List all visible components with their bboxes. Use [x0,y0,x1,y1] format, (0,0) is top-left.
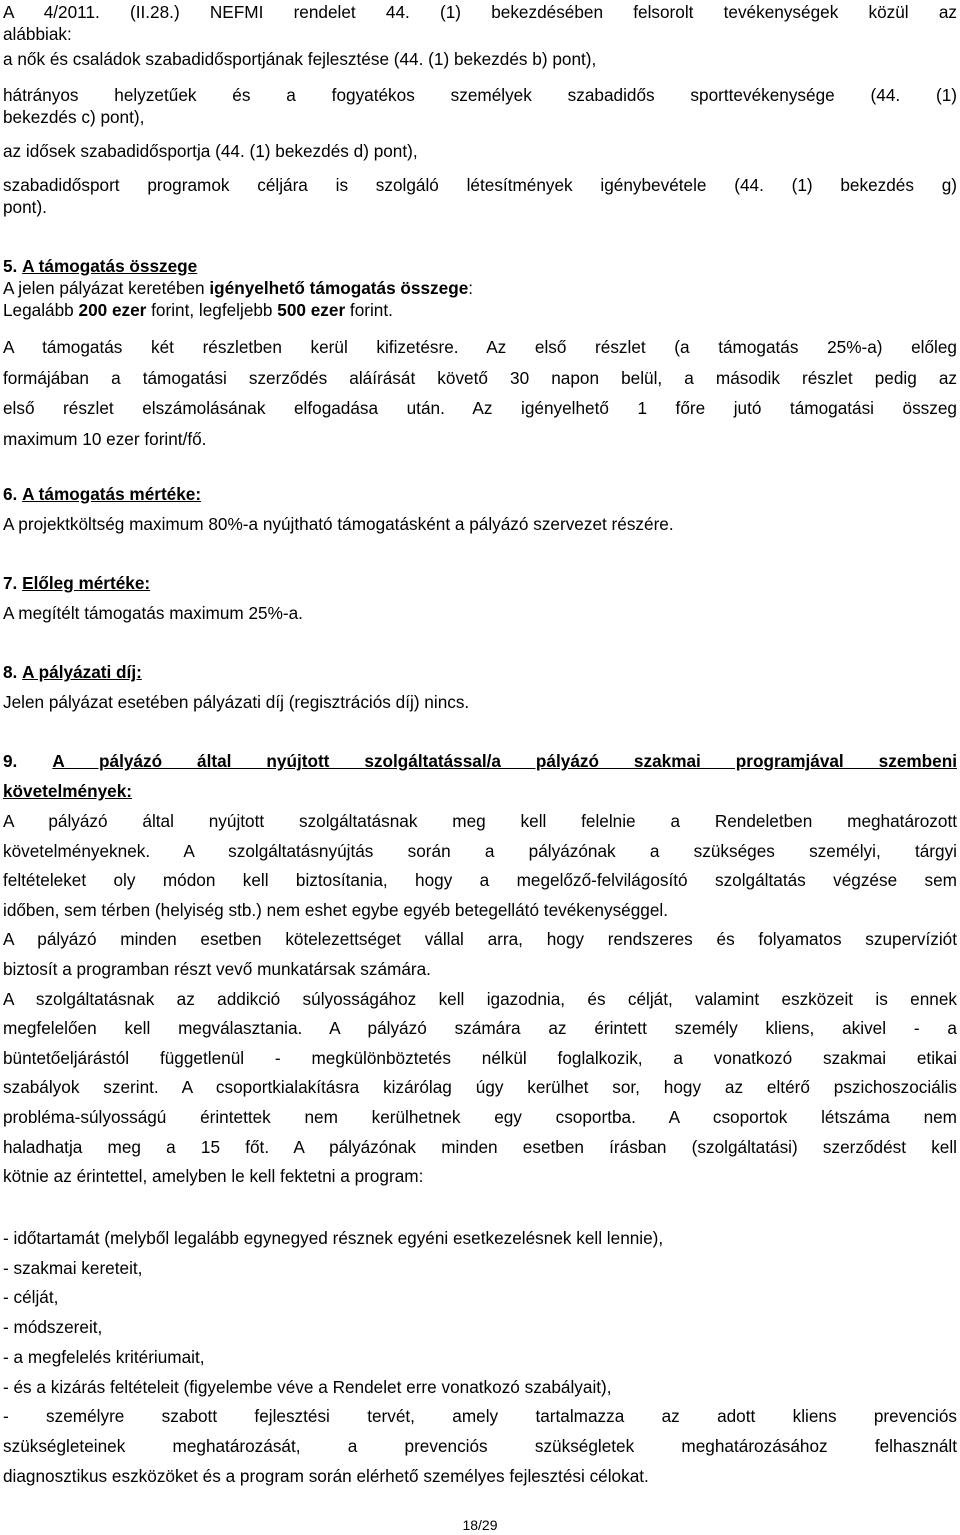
intro-item-g [3,174,957,218]
section-9-line: biztosít a programban részt vevő munkatársak számára. [3,958,431,979]
intro-block [3,1,957,45]
intro-line-2: alábbiak: [3,24,72,44]
section-5 [3,255,957,321]
section-5-line-1-text: A jelen pályázat keretében [3,278,210,298]
section-5-line-6: maximum 10 ezer forint/fő. [3,428,207,449]
list-item: szükségleteinek meghatározását, a prevenciós szükségletek meghatározásához felhasznált [3,1435,957,1456]
list-item: - személyre szabott fejlesztési tervét, amely tartalmazza az adott kliens prevenciós [3,1406,957,1427]
section-9 [3,747,957,806]
section-8 [3,658,957,717]
section-5-min-amount: 200 ezer [78,300,147,320]
intro-line-5: bekezdés c) pont), [3,107,145,127]
section-9-line: feltételeket oly módon kell biztosítania, hogy a megelőző-felvilágosító szolgáltatás végzése sem [3,870,957,891]
intro-list [3,44,957,74]
section-5-title: A támogatás összege [22,256,198,276]
section-9-line: megfelelően kell megválasztania. A pályázó számára az érintett személy kliens, akivel - a [3,1018,957,1039]
section-9-title-cont: követelmények: [3,780,132,801]
intro-line-7: szabadidősport programok céljára is szolgáló létesítmények igénybevétele (44. (1) bekezdés g) [3,175,957,195]
list-item: - módszereit, [3,1317,103,1338]
intro-line-6: az idősek szabadidősportja (44. (1) bekezdés d) pont), [3,141,418,161]
intro-line-1: A 4/2011. (II.28.) NEFMI rendelet 44. (1) bekezdésében felsorolt tevékenységek közül az [3,2,957,22]
section-5-currency: forint. [345,300,393,320]
section-9-line: A pályázó által nyújtott szolgáltatásnak meg kell felelnie a Rendeletben meghatározott [3,811,957,831]
section-7 [3,569,957,628]
section-9-line: követelményeknek. A szolgáltatásnyújtás során a pályázónak a szükséges személyi, tárgyi [3,840,957,861]
section-5-line-3: A támogatás két részletben kerül kifizetésre. Az első részlet (a támogatás 25%-a) előleg [3,337,957,357]
section-8-text: Jelen pályázat esetében pályázati díj (regisztrációs díj) nincs. [3,691,470,712]
section-5-line-1-colon: : [468,278,474,298]
list-item: - szakmai kereteit, [3,1257,143,1278]
section-9-line: probléma-súlyosságú érintettek nem kerülhetnek egy csoportba. A csoportok létszáma nem [3,1106,957,1127]
section-5-line-4: formájában a támogatási szerződés aláírását követő 30 napon belül, a második részlet pedig az [3,367,957,388]
section-8-number: 8. [3,662,18,682]
intro-line-4: hátrányos helyzetűek és a fogyatékos személyek szabadidős sporttevékenysége (44. (1) [3,85,957,105]
section-6-title: A támogatás mértéke: [22,484,202,504]
intro-line-3: a nők és családok szabadidősportjának fejlesztése (44. (1) bekezdés b) pont), [3,49,597,69]
section-5-line-5: első részlet elszámolásának elfogadása után. Az igényelhető 1 főre jutó támogatási összeg [3,398,957,418]
section-9-line: A pályázó minden esetben kötelezettséget vállal arra, hogy rendszeres és folyamatos szupervíziót [3,929,957,950]
section-6-heading [3,480,957,510]
section-8-heading [3,658,957,688]
section-9-heading-line-2 [3,777,957,807]
list-item: - időtartamát (melyből legalább egynegyed résznek egyéni esetkezelésnek kell lennie), [3,1228,664,1248]
section-9-line: kötnie az érintettel, amelyben le kell fektetni a program: [3,1166,424,1187]
section-7-heading [3,569,957,599]
list-item: - a megfelelés kritériumait, [3,1346,205,1367]
section-6 [3,480,957,539]
section-7-title: Előleg mértéke: [22,573,151,593]
page-number: 18/29 [462,1517,498,1533]
section-9-title: A pályázó által nyújtott szolgáltatással/a pályázó szakmai programjával szembeni [52,751,957,771]
section-7-number: 7. [3,573,18,593]
section-6-number: 6. [3,484,18,504]
section-9-body [3,807,957,1192]
section-9-number: 9. [3,751,18,771]
section-5-amount-label: igényelhető támogatás összege [209,278,469,298]
list-item: - célját, [3,1287,59,1308]
section-9-line: időben, sem térben (helyiség stb.) nem eshet egybe egyéb betegellátó tevékenységgel. [3,899,669,920]
section-5-line-2 [3,299,957,321]
section-8-title: A pályázati díj: [22,662,142,682]
section-9-heading-line-1 [3,747,957,777]
section-5-min-label: Legalább [3,300,79,320]
section-5-max-amount: 500 ezer [277,300,346,320]
intro-line-8: pont). [3,197,47,217]
section-9-line: haladhatja meg a 15 főt. A pályázónak minden esetben írásban (szolgáltatási) szerződést kell [3,1136,957,1157]
section-5-line-1 [3,277,957,299]
list-item: - és a kizárás feltételeit (figyelembe véve a Rendelet erre vonatkozó szabályait), [3,1376,612,1397]
list-item: diagnosztikus eszközöket és a program során elérhető személyes fejlesztési célokat. [3,1465,649,1486]
section-6-text: A projektköltség maximum 80%-a nyújtható támogatásként a pályázó szervezet részére. [3,513,674,534]
section-9-line: szabályok szerint. A csoportkialakításra kizárólag úgy kerülhet sor, hogy az eltérő pszichoszociális [3,1077,957,1098]
section-9-line: büntetőeljárástól függetlenül - megkülönböztetés nélkül foglalkozik, a vonatkozó szakmai etikai [3,1047,957,1068]
intro-item-c [3,84,957,128]
section-5-heading [3,255,957,277]
section-5-max-label: forint, legfeljebb [146,300,278,320]
intro-item-d [3,136,957,166]
section-9-line: A szolgáltatásnak az addikció súlyosságához kell igazodnia, és célját, valamint eszközeit is ennek [3,988,957,1009]
section-5-number: 5. [3,256,18,276]
section-5-body [3,332,957,454]
section-9-list [3,1224,957,1491]
section-7-text: A megítélt támogatás maximum 25%-a. [3,602,303,623]
